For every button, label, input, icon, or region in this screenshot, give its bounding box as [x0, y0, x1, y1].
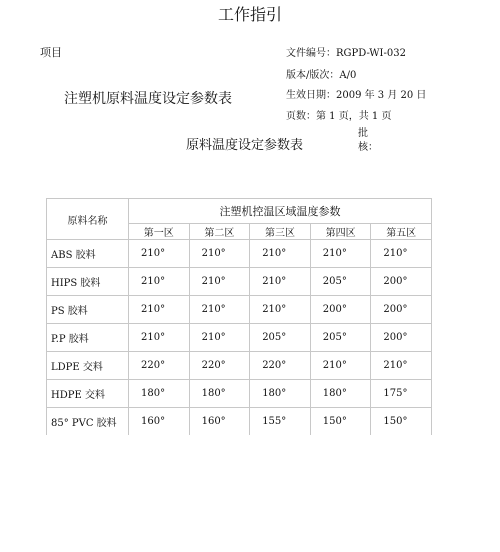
material-name-header: 原料名称 [47, 199, 129, 240]
temperature-cell: 160° [129, 408, 190, 436]
page-title: 工作指引 [217, 5, 282, 24]
temperature-cell: 210° [250, 268, 311, 296]
zone-header: 第五区 [371, 224, 432, 240]
page-count: 页数：第 1 页，共 1 页 [286, 111, 392, 122]
temperature-cell: 220° [189, 352, 250, 380]
zone-header: 第一区 [129, 224, 190, 240]
item-label: 项目 [40, 46, 62, 59]
temperature-cell: 210° [129, 240, 190, 268]
version-info: 版本/版次：A/0 [286, 70, 357, 81]
zone-group-header: 注塑机控温区域温度参数 [129, 199, 432, 224]
temperature-cell: 210° [189, 240, 250, 268]
material-name: HDPE 交料 [47, 380, 129, 408]
temperature-cell: 200° [371, 268, 432, 296]
table-row [47, 240, 432, 268]
temperature-cell: 180° [189, 380, 250, 408]
zone-header: 第三区 [250, 224, 311, 240]
temperature-cell: 175° [371, 380, 432, 408]
temperature-cell: 200° [371, 296, 432, 324]
table-row [47, 352, 432, 380]
material-name: HIPS 胶料 [47, 268, 129, 296]
material-name: ABS 胶料 [47, 240, 129, 268]
temperature-cell: 210° [250, 240, 311, 268]
temperature-cell: 210° [129, 268, 190, 296]
table-subtitle: 原料温度设定参数表 [186, 138, 304, 153]
temperature-cell: 210° [129, 324, 190, 352]
approval-label: 批 核： [358, 128, 378, 153]
temperature-cell: 150° [310, 408, 371, 436]
temperature-cell: 210° [371, 240, 432, 268]
temperature-cell: 180° [250, 380, 311, 408]
temperature-cell: 205° [250, 324, 311, 352]
temperature-cell: 210° [189, 324, 250, 352]
temperature-cell: 210° [310, 240, 371, 268]
temperature-cell: 205° [310, 268, 371, 296]
parameter-table [46, 198, 432, 435]
temperature-cell: 155° [250, 408, 311, 436]
material-name: PS 胶料 [47, 296, 129, 324]
temperature-cell: 210° [371, 352, 432, 380]
temperature-cell: 210° [250, 296, 311, 324]
material-name: 85° PVC 胶料 [47, 408, 129, 436]
temperature-cell: 200° [371, 324, 432, 352]
temperature-cell: 180° [310, 380, 371, 408]
zone-header: 第二区 [189, 224, 250, 240]
temperature-cell: 205° [310, 324, 371, 352]
temperature-cell: 220° [129, 352, 190, 380]
material-name: LDPE 交料 [47, 352, 129, 380]
material-name: P.P 胶料 [47, 324, 129, 352]
table-row [47, 380, 432, 408]
temperature-cell: 210° [189, 268, 250, 296]
temperature-cell: 210° [129, 296, 190, 324]
temperature-cell: 160° [189, 408, 250, 436]
temperature-cell: 210° [310, 352, 371, 380]
table-row [47, 408, 432, 436]
temperature-cell: 150° [371, 408, 432, 436]
table-row [47, 324, 432, 352]
table-header-row [47, 199, 432, 224]
temperature-cell: 180° [129, 380, 190, 408]
effective-date: 生效日期：2009 年 3 月 20 日 [286, 90, 427, 101]
table-row [47, 296, 432, 324]
temperature-cell: 210° [189, 296, 250, 324]
zone-header: 第四区 [310, 224, 371, 240]
temperature-cell: 220° [250, 352, 311, 380]
document-title: 注塑机原料温度设定参数表 [64, 91, 232, 107]
document-number: 文件编号：RGPD-WI-032 [286, 48, 406, 59]
table-row [47, 268, 432, 296]
temperature-cell: 200° [310, 296, 371, 324]
